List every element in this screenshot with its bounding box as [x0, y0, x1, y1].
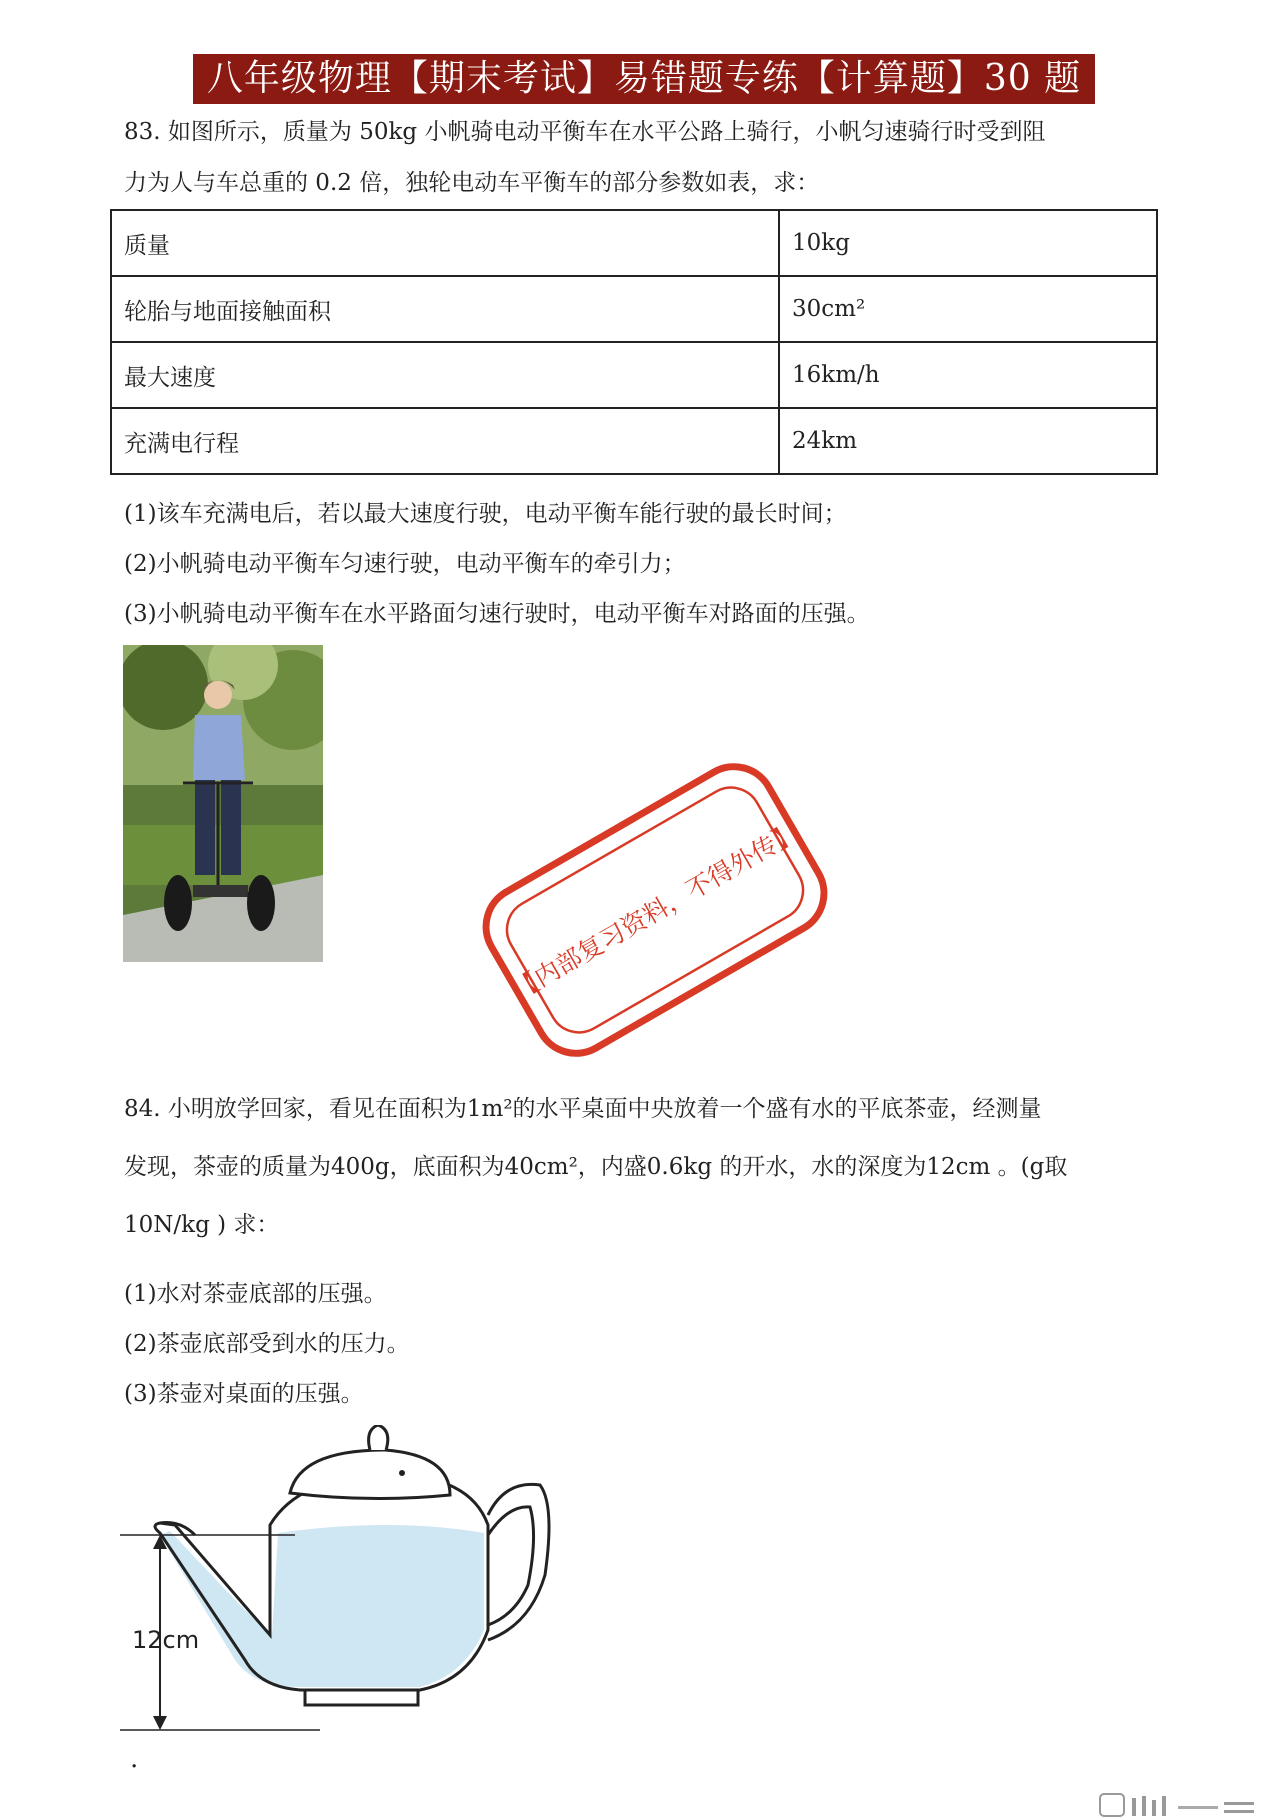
table-cell-value: 24km	[779, 408, 1157, 474]
table-cell-key: 质量	[111, 210, 779, 276]
q83-sub3: (3)小帆骑电动平衡车在水平路面匀速行驶时，电动平衡车对路面的压强。	[124, 601, 870, 627]
q84-stem-line1: 84. 小明放学回家，看见在面积为1m²的水平桌面中央放着一个盛有水的平底茶壶，经测量	[124, 1096, 1042, 1122]
q84-sub3: (3)茶壶对桌面的压强。	[124, 1381, 364, 1407]
table-cell-key: 轮胎与地面接触面积	[111, 276, 779, 342]
q84-sub1: (1)水对茶壶底部的压强。	[124, 1281, 387, 1307]
red-watermark-stamp	[455, 735, 855, 1085]
q83-spec-table	[110, 209, 1158, 475]
page-marker-icon	[1098, 1792, 1262, 1820]
table-cell-value: 16km/h	[779, 342, 1157, 408]
segway-rider-photo	[123, 645, 323, 962]
q84-stem-line2: 发现，茶壶的质量为400g，底面积为40cm²，内盛0.6kg 的开水，水的深度为12cm 。(g取	[124, 1154, 1068, 1180]
teapot-depth-label: 12cm	[132, 1626, 200, 1654]
q84-sub2: (2)茶壶底部受到水的压力。	[124, 1331, 410, 1357]
q83-stem-line1: 83. 如图所示，质量为 50kg 小帆骑电动平衡车在水平公路上骑行，小帆匀速骑行时受到阻	[124, 119, 1046, 145]
q83-sub1: (1)该车充满电后，若以最大速度行驶，电动平衡车能行驶的最长时间；	[124, 501, 847, 527]
q84-stem-line3: 10N/kg ) 求：	[124, 1212, 280, 1238]
table-cell-key: 最大速度	[111, 342, 779, 408]
page-title: 八年级物理【期末考试】易错题专练【计算题】30 题	[193, 54, 1095, 104]
stamp-text: 【内部复习资料，不得外传】	[507, 817, 804, 1006]
footer-dot: .	[130, 1744, 139, 1774]
table-row	[111, 276, 1157, 342]
table-row	[111, 210, 1157, 276]
q83-stem-line2: 力为人与车总重的 0.2 倍，独轮电动车平衡车的部分参数如表，求：	[124, 170, 820, 196]
teapot-diagram	[120, 1425, 560, 1745]
table-cell-value: 30cm²	[779, 276, 1157, 342]
q83-sub2: (2)小帆骑电动平衡车匀速行驶，电动平衡车的牵引力；	[124, 551, 686, 577]
table-cell-key: 充满电行程	[111, 408, 779, 474]
table-row	[111, 408, 1157, 474]
table-row	[111, 342, 1157, 408]
table-cell-value: 10kg	[779, 210, 1157, 276]
